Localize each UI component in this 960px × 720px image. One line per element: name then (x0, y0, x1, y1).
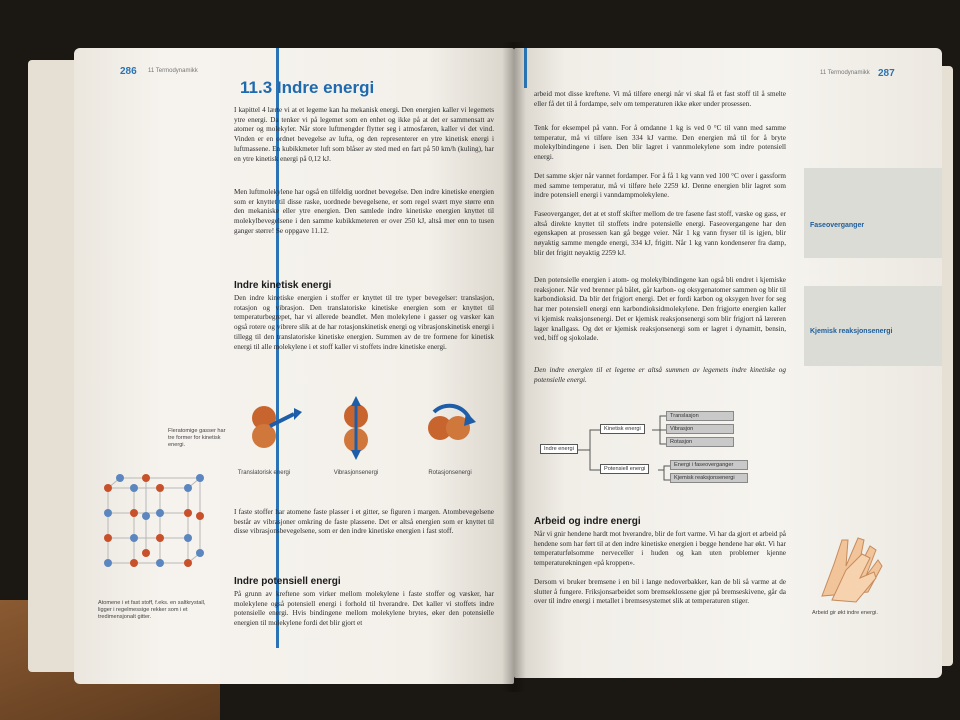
margin-note-gasses: Fleratomige gasser har tre former for kinetisk energi. (168, 428, 226, 448)
intro-paragraph: I kapittel 4 lærte vi at et legeme kan ha mekanisk energi. Den energien kaller vi legemets ytre energi. Da tenker vi på legemet som en enhet og ikke på at det er sammensatt av atomer og molekyler. Når store luftmengder flytter seg i atmosfæren, kaller vi det vind. Vinden er en ordnet bevegelse av lufta, og den representerer en ytre kinetisk energi i luftmassene. En kubikkmeter luft som blåser av sted med en fart på 50 km/h (kuling), har en ytre kinetisk energi på 0,12 kJ. (234, 106, 494, 163)
left-page (74, 48, 514, 684)
solid-paragraph: I faste stoffer har atomene faste plasser i et gitter, se figuren i margen. Atombevegelsene består av vibrasjoner omkring de faste plassene. Det er altså energien som er knyttet til disse vibrasjonsbevegelsene, som er den indre kinetiske energien i fast stoff. (234, 508, 494, 536)
work-paragraph-2: Dersom vi bruker bremsene i en bil i lange nedoverbakker, kan de bli så varme at de slutter å fungere. Friksjonsarbeidet som bremseklossene gjør på bremseskivene, går da over til indre energi i metallet i bremsesystemet slik at temperaturen stiger. (534, 578, 786, 606)
caption-vibrational: Vibrasjonsenergi (333, 470, 379, 476)
kinetic-paragraph: Den indre kinetiske energien i stoffer er knyttet til tre typer bevegelser: translasjon, rotasjon og vibrasjon. Den translatoriske kinetiske energien som er knyttet til temperaturbegrepet, har vi allerede beandlet. Men molekylene i gasser og væsker kan også rotere og vibrere slik at de har rotasjonskinetisk energi og vibrasjonskinetisk energi i tillegg til den translatoriske kinetiske energien. Summen av de tre formene for kinetisk energi til alle molekylene i et stoff kaller vi stoffets indre kinetiske energi. (234, 294, 494, 351)
rotational-molecule (428, 406, 476, 440)
margin-heading-faseoverganger: Faseoverganger (810, 222, 865, 229)
page-number-right: 287 (878, 68, 895, 79)
section-title: 11.3 Indre energi (240, 78, 375, 97)
paragraph-1: arbeid mot disse kreftene. Vi må tilføre energi når vi skal få et fast stoff til å smelte eller få det til å fordampe, selv om temperaturen ikke øker under prosessen. (534, 90, 786, 108)
diagram-rotasjon: Rotasjon (666, 437, 734, 447)
diagram-faseoverganger: Energi i faseoverganger (670, 460, 748, 470)
margin-heading-kjemisk: Kjemisk reaksjonsenergi (810, 328, 893, 335)
diagram-vibrasjon: Vibrasjon (666, 424, 734, 434)
caption-rotational: Rotasjonsenergi (428, 470, 472, 476)
diagram-root-indre-energi: Indre energi (540, 444, 578, 454)
molecule-figures (234, 390, 494, 490)
page-number-left: 286 (120, 66, 137, 77)
heading-arbeid-og-indre-energi: Arbeid og indre energi (534, 516, 641, 527)
diagram-translasjon: Translasjon (666, 411, 734, 421)
lattice-caption: Atomene i et fast stoff, f.eks. en saltkrystall, ligger i regelmessige rekker som i et tredimensjonalt gitter. (98, 600, 206, 620)
summary-statement: Den indre energien til et legeme er altså summen av legemets indre kinetiske og potensielle energi. (534, 366, 786, 384)
intro-paragraph-2: Men luftmolekylene har også en tilfeldig uordnet bevegelse. Den indre kinetiske energien som er knyttet til disse raske, uordnede bevegelsene, er som regel svært mye større enn den mekaniske eller ytre energien. Den samlede indre kinetiske energien knyttet til molekylbevegelsene i den samme kubikkmeteren er over 250 kJ, altså mer enn to tusen ganger større! Se oppgave 11.12. (234, 188, 494, 235)
book-gutter (502, 42, 526, 692)
paragraph-faseoverganger: Faseoverganger, det at et stoff skifter mellom de tre fasene fast stoff, væske og gass, er altså direkte knyttet til stoffets indre potensielle energi. Faseovergangene har den egenskapen at prosessen kan gå begge veier. Når 1 kg vann fryser til is igjen, blir nøyaktig samme mengde energi, 334 kJ, frigitt. Når 1 kg vann kondenserer fra damp, blir det frigitt nøyaktig 2259 kJ. (534, 210, 786, 257)
diagram-kinetic: Kinetisk energi (600, 424, 645, 434)
rubbing-hands-figure (812, 526, 892, 606)
vibrational-molecule (344, 396, 368, 460)
running-head-right: 11 Termodynamikk (820, 70, 870, 76)
heading-indre-potensiell-energi: Indre potensiell energi (234, 576, 341, 587)
paragraph-reaction: Den potensielle energien i atom- og molekylbindingene kan også bli endret i kjemiske reaksjoner. Når ved brenner på bålet, går karbon- og oksygenatomer sammen og blir til karbondioksid. Da blir det frigjort energi. Det er fordi karbon og oksygen hver for seg har mer potensiell energi enn karbondioksidmolekylene. Den frigjorte energien kaller vi kjemisk reaksjonsenergi. Det er kjemisk reaksjonsenergi som blir frigjort nå læreren lager knallgass. Og det er kjemisk reaksjonsenergi som er lagret i dynamitt, bensin, ved, biff og sjokolade. (534, 276, 786, 343)
paragraph-2: Tenk for eksempel på vann. For å omdanne 1 kg is ved 0 °C til vann med samme temperatur, må vi tilføre isen 334 kJ varme. Den energien må til for å bryte molekylbindingene i isen. Den blir lagret i vannmolekylene som indre potensiell energi. (534, 124, 786, 162)
running-head-left: 11 Termodynamikk (148, 68, 198, 74)
diagram-kjemisk: Kjemisk reaksjonsenergi (670, 473, 748, 483)
heading-indre-kinetisk-energi: Indre kinetisk energi (234, 280, 332, 291)
right-page (514, 48, 942, 678)
potential-paragraph: På grunn av kreftene som virker mellom molekylene i faste stoffer og væsker, har molekylene også potensiell energi i forhold til hverandre. Det kaller vi stoffets indre potensielle energi. Hvis bindingene mellom molekylene brytes, øker den potensielle energien til molekylene fordi det blir gjort et (234, 590, 494, 628)
margin-block-1 (804, 168, 942, 258)
caption-translational: Translatorisk energi (237, 470, 291, 476)
crystal-lattice-figure (98, 468, 208, 598)
work-paragraph: Når vi gnir hendene hardt mot hverandre, blir de fort varme. Vi har da gjort et arbeid på hendene som har ført til at den indre kinetiske energien i begge hendene har økt. Vi har temperaturfølsomme nerveceller i huden og kan uten problemer kjenne temperaturøkningen «på kroppen». (534, 530, 786, 568)
margin-block-2 (804, 286, 942, 366)
paragraph-3: Det samme skjer når vannet fordamper. For å få 1 kg vann ved 100 °C over i gassform med samme temperatur, må vi tilføre hele 2259 kJ. Denne energien blir lagret som indre potensiell energi i vanndampmolekylene. (534, 172, 786, 200)
translational-molecule (252, 406, 302, 448)
hands-caption: Arbeid gir økt indre energi. (812, 610, 878, 616)
diagram-potential: Potensiell energi (600, 464, 649, 474)
open-textbook (28, 42, 953, 692)
